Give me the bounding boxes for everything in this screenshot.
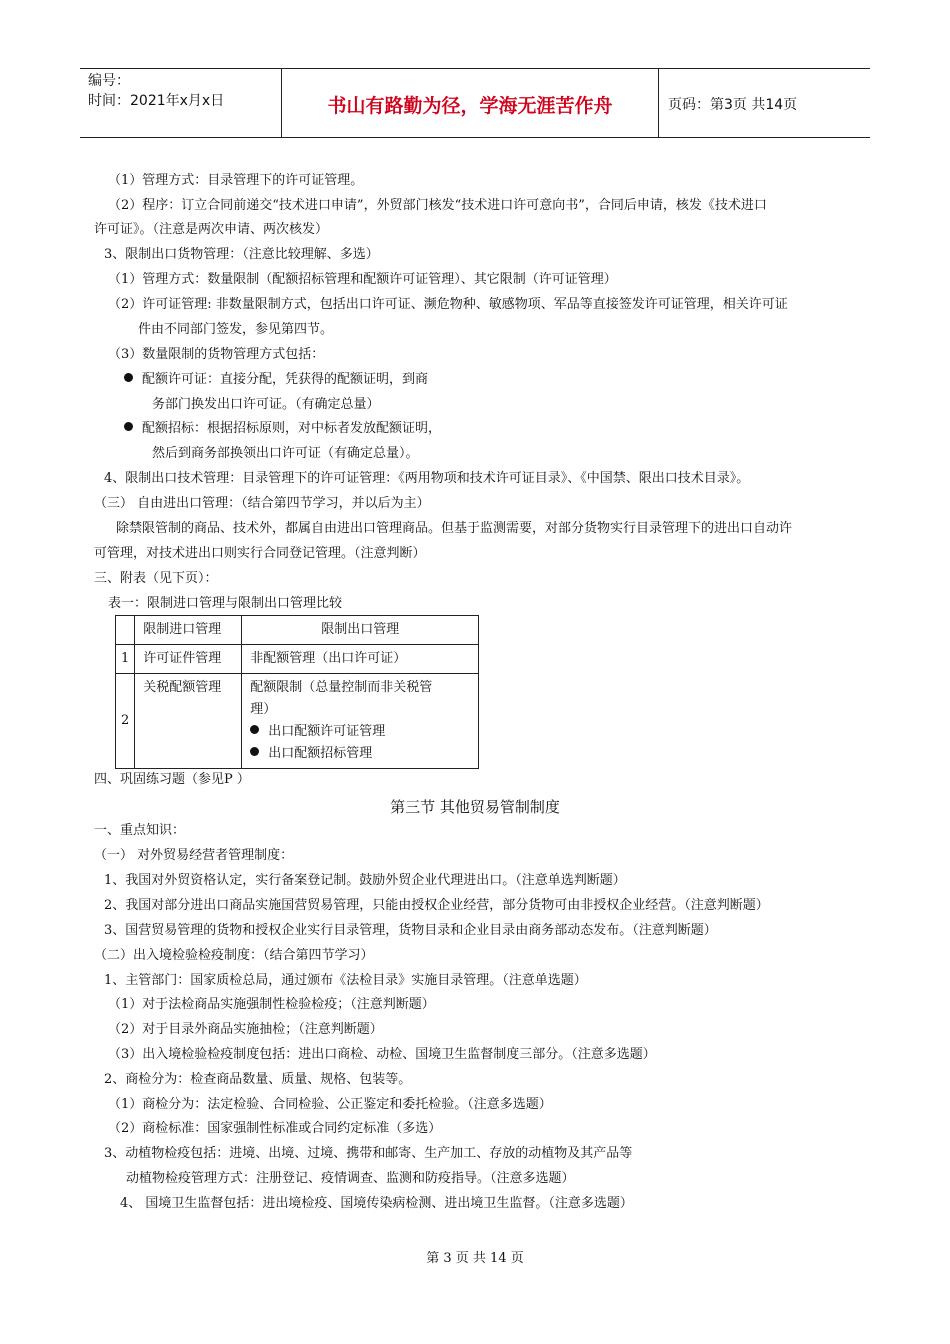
bullet-icon (124, 373, 133, 382)
text-line: 1、主管部门：国家质检总局，通过颁布《法检目录》实施目录管理。（注意单选题） (104, 973, 587, 988)
table-header-cell: 限制出口管理 (242, 616, 479, 645)
table-cell (116, 616, 135, 645)
header-left-cell (80, 69, 280, 137)
text-line: 务部门换发出口许可证。（有确定总量） (152, 397, 380, 412)
text-line: 件由不同部门签发，参见第四节。 (138, 322, 334, 337)
text-line: （2）对于目录外商品实施抽检；（注意判断题） (108, 1022, 383, 1037)
table-caption: 表一：限制进口管理与限制出口管理比较 (108, 596, 343, 611)
table-cell: 许可证件管理 (135, 645, 242, 674)
text-line: （二）出入境检验检疫制度：（结合第四节学习） (94, 948, 374, 963)
table-cell (242, 674, 479, 769)
bullet-icon (124, 422, 133, 431)
table-cell: 关税配额管理 (135, 674, 242, 769)
table-cell: 2 (116, 674, 135, 769)
bullet-item (250, 721, 470, 743)
text-line: 4、限制出口技术管理：目录管理下的许可证管理：《两用物项和技术许可证目录》、《中国禁、限出口技术目录》。 (104, 471, 750, 486)
bullet-text: 配额招标：根据招标原则，对中标者发放配额证明， (142, 421, 442, 436)
table-row (116, 674, 479, 769)
text-line: （2）程序：订立合同前递交“技术进口申请”，外贸部门核发“技术进口许可意向书”，合同后申请，核发《技术进口 (108, 198, 767, 213)
text-line: 3、动植物检疫包括：进境、出境、过境、携带和邮寄、生产加工、存放的动植物及其产品等 (104, 1146, 633, 1161)
text-line: （3）出入境检验检疫制度包括：进出口商检、动检、国境卫生监督制度三部分。（注意多选题） (108, 1047, 656, 1062)
motto-text: 书山有路勤为径，学海无涯苦作舟 (327, 95, 613, 117)
bullet-text: 出口配额许可证管理 (268, 724, 386, 739)
table-cell: 1 (116, 645, 135, 674)
text-line: 动植物检疫管理方式：注册登记、疫情调查、监测和防疫指导。（注意多选题） (126, 1171, 575, 1186)
text-line: 可管理，对技术进出口则实行合同登记管理。（注意判断） (94, 546, 426, 561)
bullet-text: 出口配额招标管理 (268, 746, 373, 761)
text-line: 然后到商务部换领出口许可证（有确定总量）。 (152, 446, 419, 461)
text-line: 3、限制出口货物管理：（注意比较理解、多选） (104, 247, 379, 262)
text-line: （1）商检分为：法定检验、合同检验、公正鉴定和委托检验。（注意多选题） (108, 1097, 552, 1112)
table-cell: 非配额管理（出口许可证） (242, 645, 479, 674)
text-line: （一） 对外贸易经营者管理制度： (94, 848, 294, 863)
text-line: 3、国营贸易管理的货物和授权企业实行目录管理，货物目录和企业目录由商务部动态发布。（注意判断题） (104, 923, 717, 938)
text-line: 2、商检分为：检查商品数量、质量、规格、包装等。 (104, 1072, 412, 1087)
text-line: 1、我国对外贸资格认定，实行备案登记制。鼓励外贸企业代理进出口。（注意单选判断题） (104, 873, 626, 888)
time-label: 时间：2021年x月x日 (88, 93, 225, 109)
bullet-icon (250, 725, 259, 734)
text-line: （3）数量限制的货物管理方式包括： (108, 347, 325, 362)
text-line: 三、附表（见下页）： (94, 571, 218, 586)
cell-line: 理） (250, 702, 277, 717)
text-line: 四、巩固练习题（参见P ） (94, 772, 250, 787)
text-line: （1）对于法检商品实施强制性检验检疫；（注意判断题） (108, 997, 435, 1012)
section-title: 第三节 其他贸易管制制度 (390, 798, 560, 816)
text-line: （1）管理方式：目录管理下的许可证管理。 (108, 173, 364, 188)
bullet-item (124, 420, 441, 438)
bullet-text: 配额许可证：直接分配，凭获得的配额证明，到商 (142, 372, 429, 387)
text-line: （2）许可证管理: 非数量限制方式，包括出口许可证、濒危物种、敏感物项、军品等直接签发许可证管理，相关许可证 (108, 297, 788, 312)
text-line: （三） 自由进出口管理：（结合第四节学习，并以后为主） (94, 496, 430, 511)
comparison-table (115, 615, 479, 769)
table-header-cell: 限制进口管理 (135, 616, 242, 645)
text-line: 一、重点知识： (94, 823, 186, 838)
text-line: 除禁限管制的商品、技术外，都属自由进出口管理商品。但基于监测需要，对部分货物实行目录管理下的进出口自动许 (116, 521, 793, 536)
page-info: 页码：第3页 共14页 (668, 97, 798, 113)
text-line: （2）商检标准：国家强制性标准或合同约定标准（多选） (108, 1121, 442, 1136)
cell-line: 配额限制（总量控制而非关税管 (250, 680, 433, 695)
page-footer: 第 3 页 共 14 页 (426, 1251, 524, 1266)
text-line: 2、我国对部分进出口商品实施国营贸易管理，只能由授权企业经营，部分货物可由非授权企业经营。（注意判断题） (104, 898, 769, 913)
table-row (116, 645, 479, 674)
number-label: 编号： (88, 73, 130, 89)
table-row (116, 616, 479, 645)
document-header (80, 68, 870, 138)
bullet-item (250, 743, 470, 765)
header-motto-cell (281, 69, 659, 137)
bullet-item (124, 371, 428, 389)
text-line: 许可证》。（注意是两次申请、两次核发） (94, 222, 329, 237)
bullet-icon (250, 747, 259, 756)
text-line: 4、 国境卫生监督包括：进出境检疫、国境传染病检测、进出境卫生监督。（注意多选题） (120, 1196, 633, 1211)
text-line: （1）管理方式：数量限制（配额招标管理和配额许可证管理）、其它限制（许可证管理） (108, 272, 617, 287)
